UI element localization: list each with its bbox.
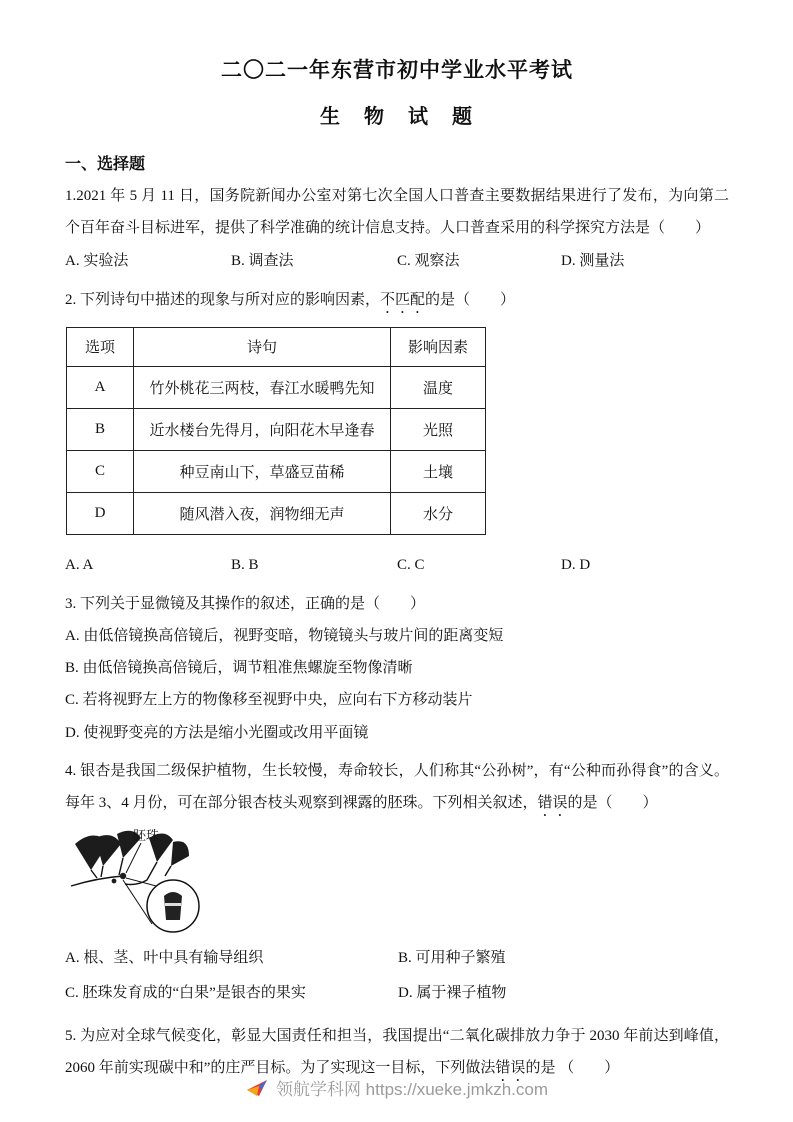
q2-option-a: A. A — [65, 556, 94, 573]
table-cell: C — [67, 450, 134, 492]
table-cell: 随风潜入夜，润物细无声 — [134, 492, 391, 534]
table-cell: A — [67, 366, 134, 408]
q2-table-header-factor: 影响因素 — [391, 327, 486, 366]
figure-label-ovule: 胚珠 — [133, 828, 160, 843]
table-cell: D — [67, 492, 134, 534]
question-4-text — [65, 755, 729, 820]
q4-option-b: B. 可用种子繁殖 — [398, 950, 506, 966]
section-heading-choice: 一、选择题 — [65, 156, 146, 173]
table-row — [67, 408, 486, 450]
question-4-options-row1 — [65, 941, 729, 976]
q2-table-header-option: 选项 — [67, 327, 134, 366]
q2-text-lead: 2. 下列诗句中描述的现象与所对应的影响因素， — [65, 291, 381, 308]
q5-text-lead: 5. 为应对全球气候变化，彰显大国责任和担当，我国提出“二氧化碳排放力争于 2030 年前达到峰值，2060 年前实现碳中和”的庄严目标。为了实现这一目标，下列做法 — [65, 1028, 729, 1077]
q4-option-a: A. 根、茎、叶中具有输导组织 — [65, 950, 264, 966]
q2-text-tail: 的是（ ） — [425, 291, 516, 308]
q3-option-a: A. 由低倍镜换高倍镜后，视野变暗，物镜镜头与玻片间的距离变短 — [65, 627, 504, 644]
q4-text-emphasis: 错误 — [537, 795, 568, 811]
table-cell: 温度 — [391, 366, 486, 408]
table-cell: 光照 — [391, 408, 486, 450]
question-1-text: 1.2021 年 5 月 11 日，国务院新闻办公室对第七次全国人口普查主要数据结果进行了发布，为向第二个百年奋斗目标进军，提供了科学准确的统计信息支持。人口普查采用的科学探究方法是（ ） — [65, 188, 729, 237]
question-2-options — [65, 549, 729, 582]
q2-option-b: B. B — [231, 556, 259, 573]
q4-text-lead: 4. 银杏是我国二级保护植物，生长较慢，寿命较长，人们称其“公孙树”，有“公种而孙得食”的含义。每年 3、4 月份，可在部分银杏枝头观察到裸露的胚珠。下列相关叙述， — [65, 762, 729, 811]
table-header-row — [67, 327, 486, 366]
q3-option-d: D. 使视野变亮的方法是缩小光圈或改用平面镜 — [65, 724, 369, 741]
table-row — [67, 450, 486, 492]
table-cell: 竹外桃花三两枝，春江水暖鸭先知 — [134, 366, 391, 408]
q1-option-a: A. 实验法 — [65, 252, 129, 269]
q3-option-b: B. 由低倍镜换高倍镜后，调节粗准焦螺旋至物像清晰 — [65, 660, 413, 676]
footer-watermark — [0, 1075, 793, 1100]
ginkgo-illustration — [67, 826, 207, 936]
q1-option-c: C. 观察法 — [397, 252, 460, 269]
table-row — [67, 366, 486, 408]
table-cell: 水分 — [391, 492, 486, 534]
q5-text-tail: 的是 （ ） — [525, 1060, 620, 1077]
question-4-options-row2 — [65, 976, 729, 1011]
q5-text-emphasis: 错误 — [495, 1060, 526, 1077]
ginkgo-figure — [67, 826, 729, 941]
q1-option-b: B. 调查法 — [231, 252, 294, 269]
table-row — [67, 492, 486, 534]
q2-option-d: D. D — [561, 556, 591, 573]
q2-text-emphasis: 不匹配 — [380, 291, 426, 308]
exam-subtitle: 生 物 试 题 — [320, 106, 474, 128]
q1-option-d: D. 测量法 — [561, 252, 625, 269]
q4-text-tail: 的是（ ） — [567, 795, 658, 811]
question-1-options — [65, 245, 729, 278]
exam-title: 二〇二一年东营市初中学业水平考试 — [221, 58, 573, 82]
q3-option-c: C. 若将视野左上方的物像移至视野中央，应向右下方移动装片 — [65, 692, 473, 709]
site-logo-icon — [245, 1076, 269, 1100]
q2-table — [66, 327, 486, 535]
table-cell: B — [67, 408, 134, 450]
q2-table-header-poem: 诗句 — [134, 327, 391, 366]
footer-site-text: 领航学科网 https://xueke.jmkzh.com — [275, 1080, 549, 1099]
question-2-text — [65, 284, 729, 317]
table-cell: 土壤 — [391, 450, 486, 492]
q2-option-c: C. C — [397, 556, 425, 573]
table-cell: 近水楼台先得月，向阳花木早逢春 — [134, 408, 391, 450]
q4-option-d: D. 属于裸子植物 — [398, 984, 507, 1001]
table-cell: 种豆南山下，草盛豆苗稀 — [134, 450, 391, 492]
q4-option-c: C. 胚珠发育成的“白果”是银杏的果实 — [65, 984, 306, 1001]
question-3-text: 3. 下列关于显微镜及其操作的叙述，正确的是（ ） — [65, 595, 426, 612]
